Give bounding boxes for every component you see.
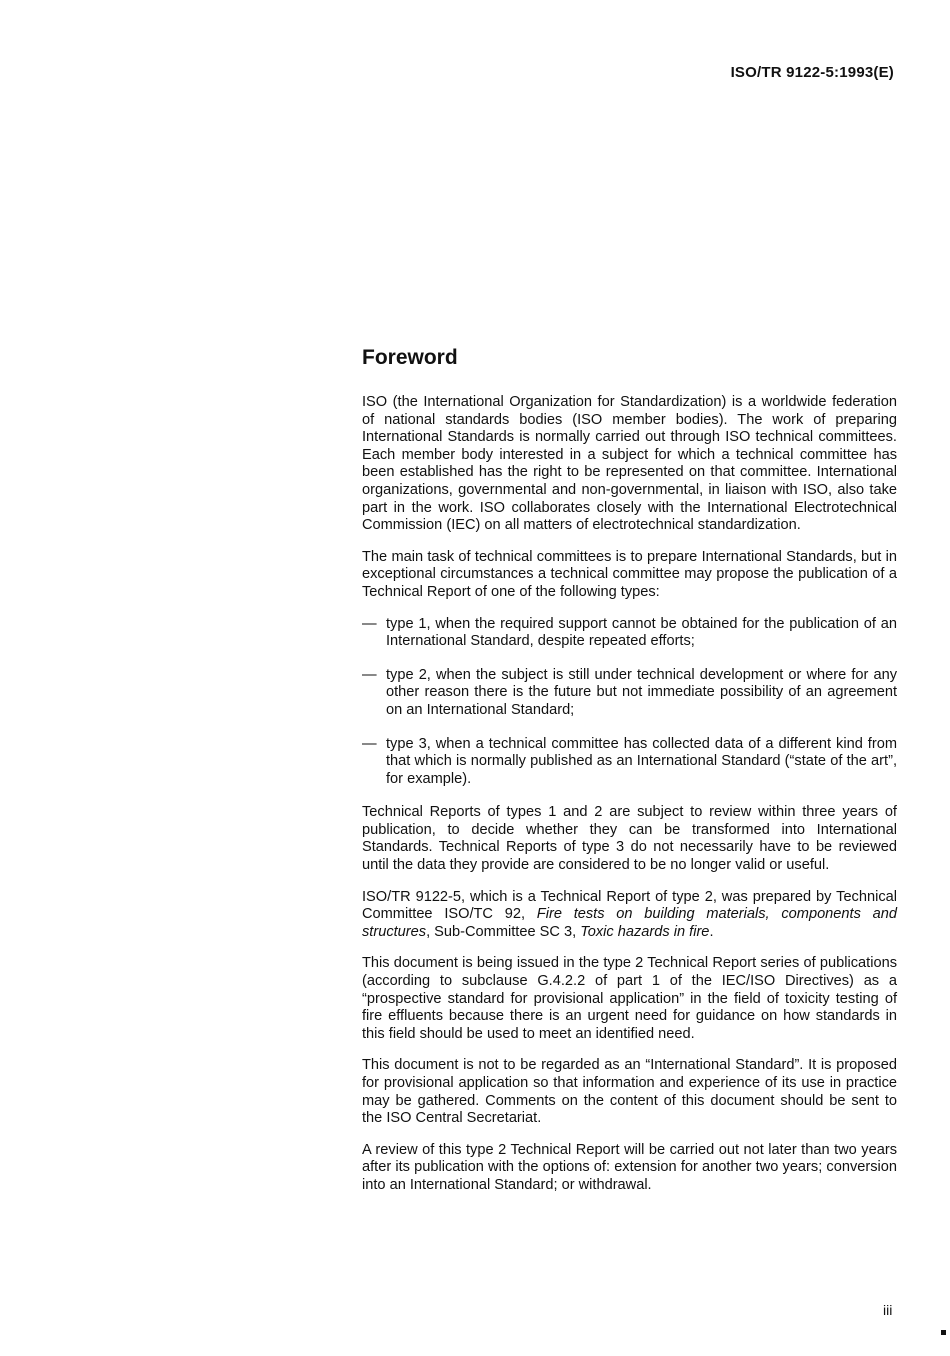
dash-bullet: — bbox=[362, 666, 377, 683]
list-item bbox=[362, 616, 897, 651]
corner-mark bbox=[941, 1330, 946, 1335]
report-types-list bbox=[362, 616, 897, 789]
paragraph-issuance: This document is being issued in the type 2 Technical Report series of publications (according to subclause G.4.2.2 of part 1 of the IEC/ISO Directives) as a “prospective standard for provisional application” in the field of toxicity testing of fire effluents because there is an urgent need for guidance on how standards in this field should be used to meet an identified need. bbox=[362, 955, 897, 1042]
paragraph-review: Technical Reports of types 1 and 2 are subject to review within three years of publication, to decide whether they can be transformed into International Standards. Technical Reports of type 3 do not necessarily have to be reviewed until the data they provide are considered to be no longer valid or useful. bbox=[362, 804, 897, 874]
foreword-section bbox=[362, 346, 897, 1209]
preparation-text: , Sub-Committee SC 3, bbox=[426, 923, 581, 940]
subcommittee-title: Toxic hazards in fire bbox=[580, 923, 710, 940]
dash-bullet: — bbox=[362, 735, 377, 752]
list-item-text: type 3, when a technical committee has collected data of a different kind from that which is normally published as an International Standard (“state of the art”, for example). bbox=[386, 735, 897, 787]
section-title: Foreword bbox=[362, 346, 458, 369]
paragraph-iso-intro: ISO (the International Organization for Standardization) is a worldwide federation of national standards bodies (ISO member bodies). The work of preparing International Standards is normally carried out through ISO technical committees. Each member body interested in a subject for which a technical committee has been established has the right to be represented on that committee. International organizations, governmental and non-governmental, in liaison with ISO, also take part in the work. ISO collaborates closely with the International Electrotechnical Commission (IEC) on all matters of electrotechnical standardization. bbox=[362, 394, 897, 534]
preparation-text: ISO/TR 9122-5, which is a Technical Report of type 2, was prepared by Technical Committee ISO/TC 92, bbox=[362, 888, 897, 923]
paragraph-review-period: A review of this type 2 Technical Report will be carried out not later than two years after its publication with the options of: extension for another two years; conversion into an International Standard; or withdrawal. bbox=[362, 1141, 897, 1193]
preparation-text: . bbox=[709, 923, 714, 940]
list-item-text: type 2, when the subject is still under technical development or where for any other reason there is the future but not immediate possibility of an agreement on an International Standard; bbox=[386, 666, 897, 718]
page-number: iii bbox=[883, 1302, 893, 1318]
document-id: ISO/TR 9122-5:1993(E) bbox=[730, 64, 894, 81]
dash-bullet: — bbox=[362, 615, 377, 632]
committee-title: Fire tests on building materials, components and structures bbox=[362, 906, 897, 940]
paragraph-provisional: This document is not to be regarded as an “International Standard”. It is proposed for provisional application so that information and experience of its use in practice may be gathered. Comments on the content of this document should be sent to the ISO Central Secretariat. bbox=[362, 1057, 897, 1127]
list-item bbox=[362, 736, 897, 789]
paragraph-preparation bbox=[362, 889, 897, 942]
list-item bbox=[362, 667, 897, 720]
paragraph-main-task: The main task of technical committees is to prepare International Standards, but in exceptional circumstances a technical committee may propose the publication of a Technical Report of one of the following types: bbox=[362, 548, 897, 600]
list-item-text: type 1, when the required support cannot be obtained for the publication of an International Standard, despite repeated efforts; bbox=[386, 615, 897, 650]
